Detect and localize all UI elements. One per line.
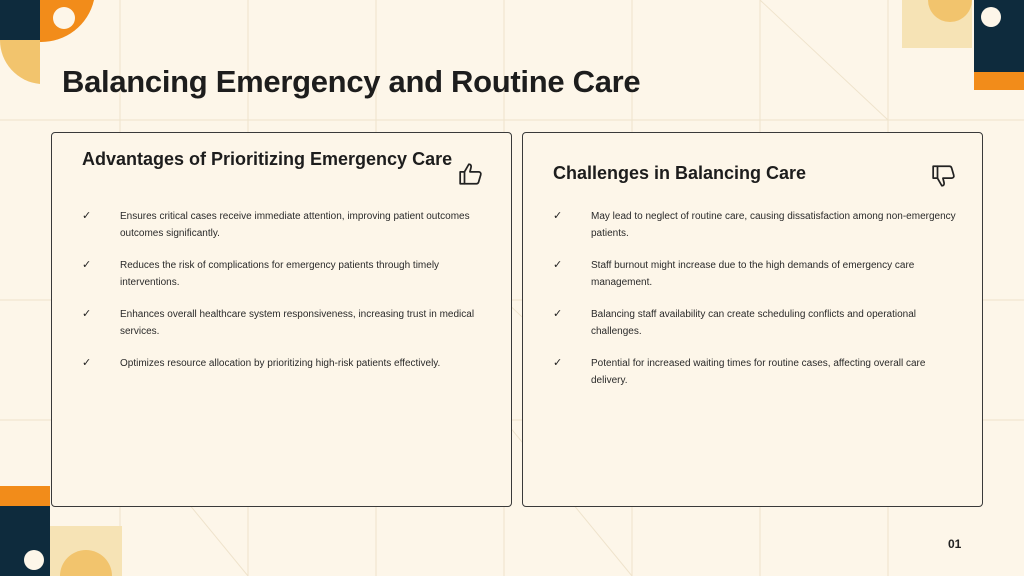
check-icon: ✓	[553, 210, 563, 222]
check-icon: ✓	[82, 357, 92, 369]
list-item	[82, 208, 492, 242]
challenges-heading: Challenges in Balancing Care	[553, 163, 807, 183]
thumbs-down-icon	[931, 163, 957, 189]
list-item	[553, 355, 963, 389]
page-number: 01	[948, 537, 962, 551]
thumbs-up-icon	[458, 161, 484, 187]
list-item-text: Optimizes resource allocation by prioritizing high-risk patients effectively.	[120, 358, 441, 369]
list-item	[82, 257, 492, 291]
check-icon: ✓	[82, 259, 92, 271]
list-item	[553, 257, 963, 291]
check-icon: ✓	[82, 210, 92, 222]
list-item-text: Enhances overall healthcare system responsiveness, increasing trust in medical services.	[120, 309, 475, 337]
challenges-list	[553, 208, 963, 404]
list-item	[553, 208, 963, 242]
list-item-text: Potential for increased waiting times for routine cases, affecting overall care delivery.	[591, 358, 926, 386]
list-item-text: Balancing staff availability can create scheduling conflicts and operational challenges.	[591, 309, 917, 337]
corner-decoration-top-right	[902, 0, 1024, 92]
list-item-text: May lead to neglect of routine care, causing dissatisfaction among non-emergency patients.	[591, 211, 956, 239]
list-item	[82, 306, 492, 340]
challenges-card	[522, 132, 983, 507]
advantages-card	[51, 132, 512, 507]
check-icon: ✓	[553, 357, 563, 369]
check-icon: ✓	[553, 259, 563, 271]
list-item-text: Staff burnout might increase due to the high demands of emergency care management.	[591, 260, 915, 288]
advantages-heading: Advantages of Prioritizing Emergency Care	[82, 149, 453, 169]
check-icon: ✓	[82, 308, 92, 320]
list-item	[82, 355, 492, 372]
slide-title: Balancing Emergency and Routine Care	[62, 64, 641, 99]
check-icon: ✓	[553, 308, 563, 320]
list-item-text: Ensures critical cases receive immediate attention, improving patient outcomes outcomes significantly.	[120, 211, 470, 239]
advantages-list	[82, 208, 492, 387]
list-item	[553, 306, 963, 340]
list-item-text: Reduces the risk of complications for emergency patients through timely interventions.	[120, 260, 440, 288]
